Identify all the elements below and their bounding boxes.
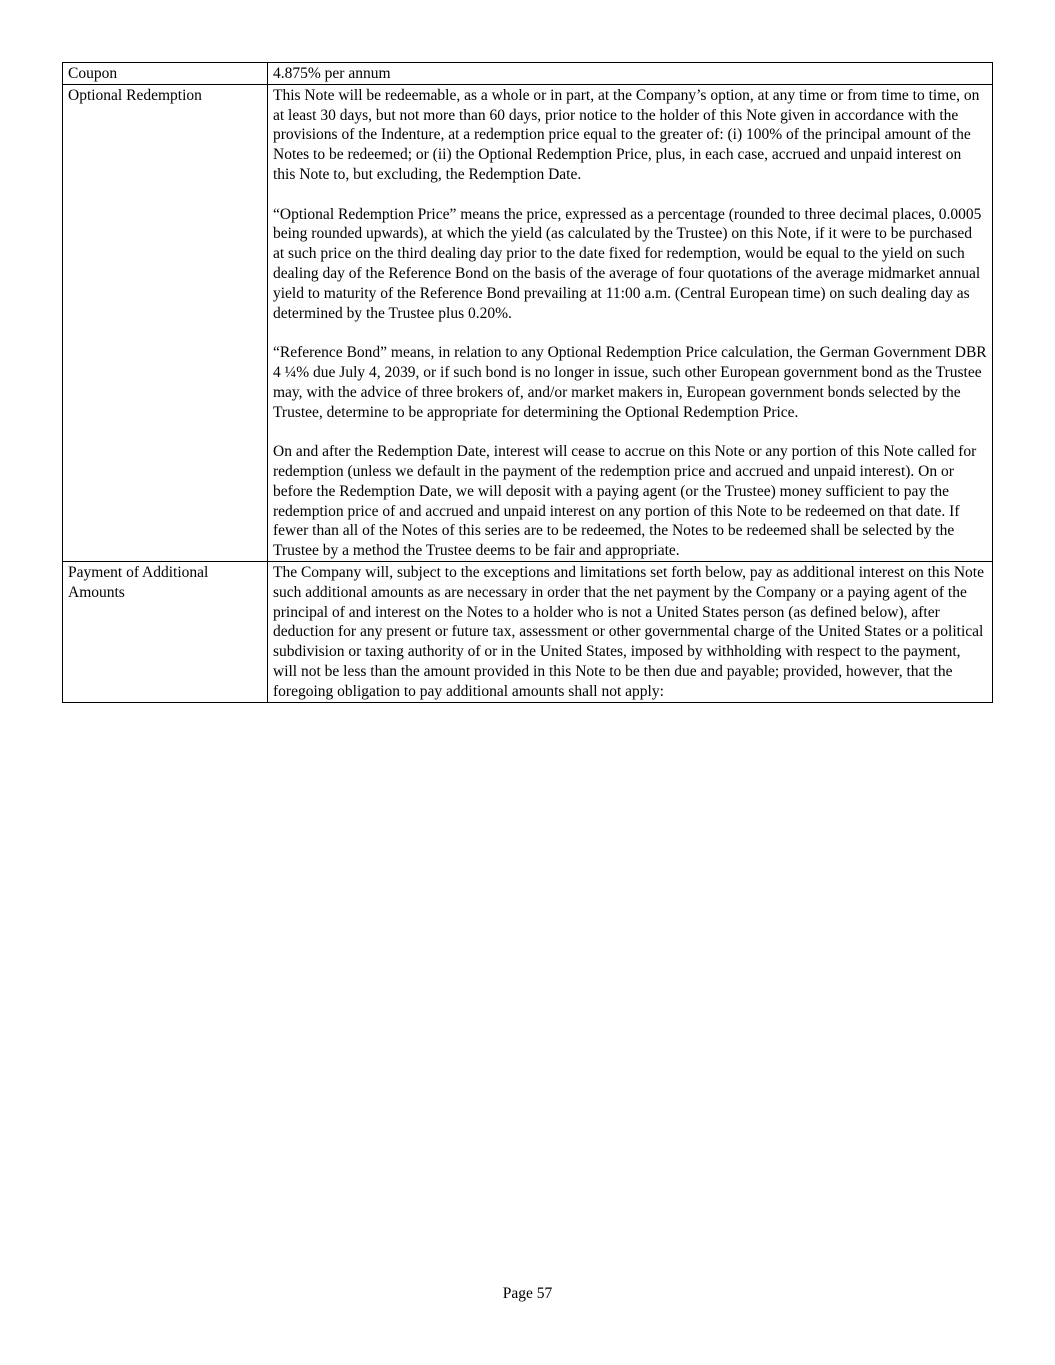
reference-bond-definition: “Reference Bond” means, in relation to any Optional Redemption Price calculation, the German Government DBR 4 ¼% due July 4, 2039, or if such bond is no longer in issue, such other European government bond as the Trustee may, with the advice of three brokers of, and/or market makers in, European government bonds selected by the Trustee, determine to be appropriate for determining the Optional Redemption Price. [273,344,987,421]
redemption-date-paragraph: On and after the Redemption Date, interest will cease to accrue on this Note or any portion of this Note called for redemption (unless we default in the payment of the redemption price and accrued and unpaid interest). On or before the Redemption Date, we will deposit with a paying agent (or the Trustee) money sufficient to pay the redemption price of and accrued and unpaid interest on any portion of this Note to be redeemed on that date. If fewer than all of the Notes of this series are to be redeemed, the Notes to be redeemed shall be selected by the Trustee by a method the Trustee deems to be fair and appropriate. [273,443,977,560]
term-label-additional-amounts: Payment of Additional Amounts [63,561,268,702]
table-row-optional-redemption [63,84,993,561]
term-label-coupon: Coupon [63,63,268,85]
additional-amounts-paragraph: The Company will, subject to the exceptions and limitations set forth below, pay as additional interest on this Note such additional amounts as are necessary in order that the net payment by the Company or a paying agent of the principal of and interest on the Notes to a holder who is not a United States person (as defined below), after deduction for any present or future tax, assessment or other governmental charge of the United States or a political subdivision or taxing authority of or in the United States, imposed by withholding with respect to the payment, will not be less than the amount provided in this Note to be then due and payable; provided, however, that the foregoing obligation to pay additional amounts shall not apply: [273,563,984,700]
page-number: Page 57 [502,1285,553,1302]
coupon-rate: 4.875% per annum [273,65,391,82]
redemption-terms-paragraph: This Note will be redeemable, as a whole or in part, at the Company’s option, at any time or from time to time, on at least 30 days, but not more than 60 days, prior notice to the holder of this Note given in accordance with the provisions of the Indenture, at a redemption price equal to the greater of: (i) 100% of the principal amount of the Notes to be redeemed; or (ii) the Optional Redemption Price, plus, in each case, accrued and unpaid interest on this Note to, but excluding, the Redemption Date. [273,86,980,183]
term-value-additional-amounts [268,561,993,702]
term-value-coupon [268,63,993,85]
table-row-additional-amounts [63,561,993,702]
term-label-optional-redemption: Optional Redemption [63,84,268,561]
term-value-optional-redemption [268,84,993,561]
terms-table [62,62,993,703]
table-row-coupon [63,63,993,85]
optional-redemption-price-definition: “Optional Redemption Price” means the price, expressed as a percentage (rounded to three decimal places, 0.0005 being rounded upwards), at which the yield (as calculated by the Trustee) on this Note, if it were to be purchased at such price on the third dealing day prior to the date fixed for redemption, would be equal to the yield on such dealing day of the Reference Bond on the basis of the average of four quotations of the average midmarket annual yield to maturity of the Reference Bond prevailing at 11:00 a.m. (Central European time) on such dealing day as determined by the Trustee plus 0.20%. [273,205,982,322]
